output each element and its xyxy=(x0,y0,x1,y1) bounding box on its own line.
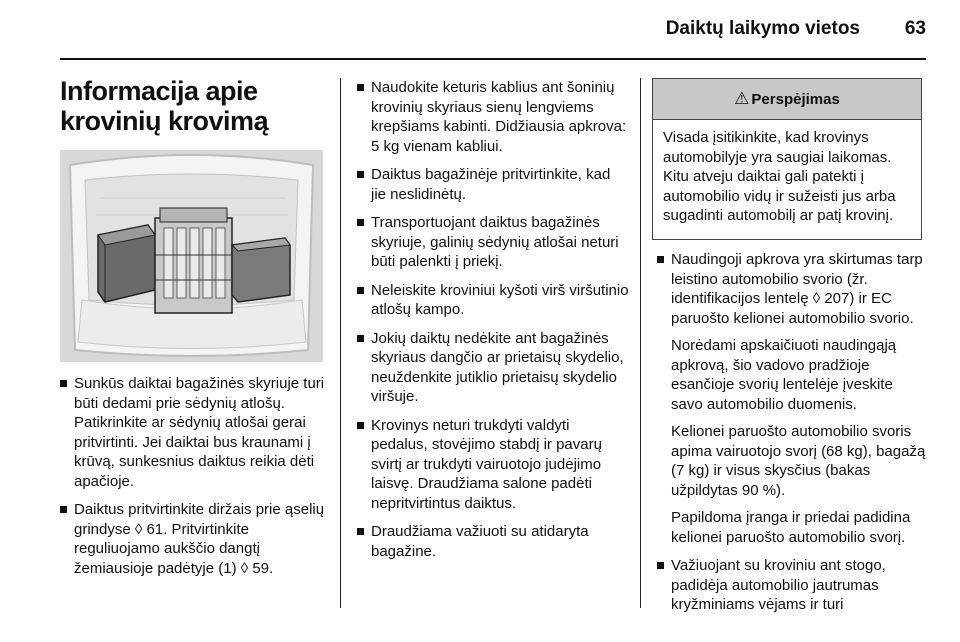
list-item: Daiktus pritvirtinkite diržais prie ąselių grindyse ◊ 61. Pritvirtinkite reguliuojamo aukščio dangtį žemiausioje padėtyje (1) ◊ 59. xyxy=(60,500,328,578)
list-item: Jokių daiktų nedėkite ant bagažinės skyriaus dangčio ar prietaisų skydelio, neuždenkite jutiklio prietaisų skydelio viršuje. xyxy=(357,329,629,407)
right-bullet-list xyxy=(657,250,927,624)
paragraph: Kelionei paruošto automobilio svoris apima vairuotojo svorį (68 kg), bagažą (7 kg) ir visus skysčius (bakas užpildytas 90 %). xyxy=(671,423,926,499)
left-bullet-list xyxy=(60,374,328,587)
paragraph: Važiuojant su kroviniu ant stogo, padidėja automobilio jautrumas kryžminiams vėjams ir turi xyxy=(671,557,886,613)
list-item: Sunkūs daiktai bagažinės skyriuje turi būti dedami prie sėdynių atlošų. Patikrinkite ar sėdynių atlošai gerai pritvirtinti. Jei daiktai bus kraunami į krūvą, sunkesnius daiktus reikia dėti apačioje. xyxy=(60,374,328,491)
section-title: Informacija apie krovinių krovimą xyxy=(60,76,269,136)
paragraph: Papildoma įranga ir priedai padidina kelionei paruošto automobilio svorį. xyxy=(671,509,911,546)
cargo-area-figure xyxy=(60,150,323,362)
list-item xyxy=(657,556,927,615)
cargo-area-illustration-icon xyxy=(60,150,323,362)
middle-bullet-list xyxy=(357,78,629,570)
list-item: Daiktus bagažinėje pritvirtinkite, kad jie neslidinėtų. xyxy=(357,165,629,204)
list-item: Naudokite keturis kablius ant šoninių krovinių skyriaus sienų lengviems krepšiams kabinti. Didžiausia apkrova: 5 kg vienam kabliui. xyxy=(357,78,629,156)
column-divider-left xyxy=(340,78,341,608)
warning-triangle-icon: ⚠ xyxy=(734,89,750,108)
page-number: 63 xyxy=(904,18,926,39)
list-item xyxy=(657,250,927,547)
paragraph: Norėdami apskaičiuoti naudingąją apkrovą, šio vadovo pradžioje esančioje svorių lentelėje įveskite savo automobilio duomenis. xyxy=(671,337,897,413)
paragraph: Naudingoji apkrova yra skirtumas tarp leistino automobilio svorio (žr. identifikacijos lentelę ◊ 207) ir EC paruošto kelionei automobilio svorio. xyxy=(671,251,923,327)
column-divider-right xyxy=(640,78,641,608)
list-item: Neleiskite kroviniui kyšoti virš viršutinio atlošų kampo. xyxy=(357,281,629,320)
page-header-title: Daiktų laikymo vietos xyxy=(665,18,860,39)
list-item: Krovinys neturi trukdyti valdyti pedalus, stovėjimo stabdį ir pavarų svirtį ar trukdyti vairuotojo judėjimo laisvę. Draudžiama salone padėti nepritvirtintus daiktus. xyxy=(357,416,629,514)
header-divider xyxy=(60,58,926,60)
warning-box xyxy=(652,78,922,240)
list-item: Transportuojant daiktus bagažinės skyriuje, galinių sėdynių atlošai neturi būti palenkti į priekį. xyxy=(357,213,629,272)
warning-header xyxy=(653,79,921,120)
list-item: Draudžiama važiuoti su atidaryta bagažine. xyxy=(357,522,629,561)
warning-text: Visada įsitikinkite, kad krovinys automobilyje yra saugiai laikomas. Kitu atveju daiktai gali patekti į automobilio vidų ir sužeisti jus arba sugadinti automobilį ar patį krovinį. xyxy=(663,129,896,224)
warning-title: Perspėjimas xyxy=(751,90,840,108)
